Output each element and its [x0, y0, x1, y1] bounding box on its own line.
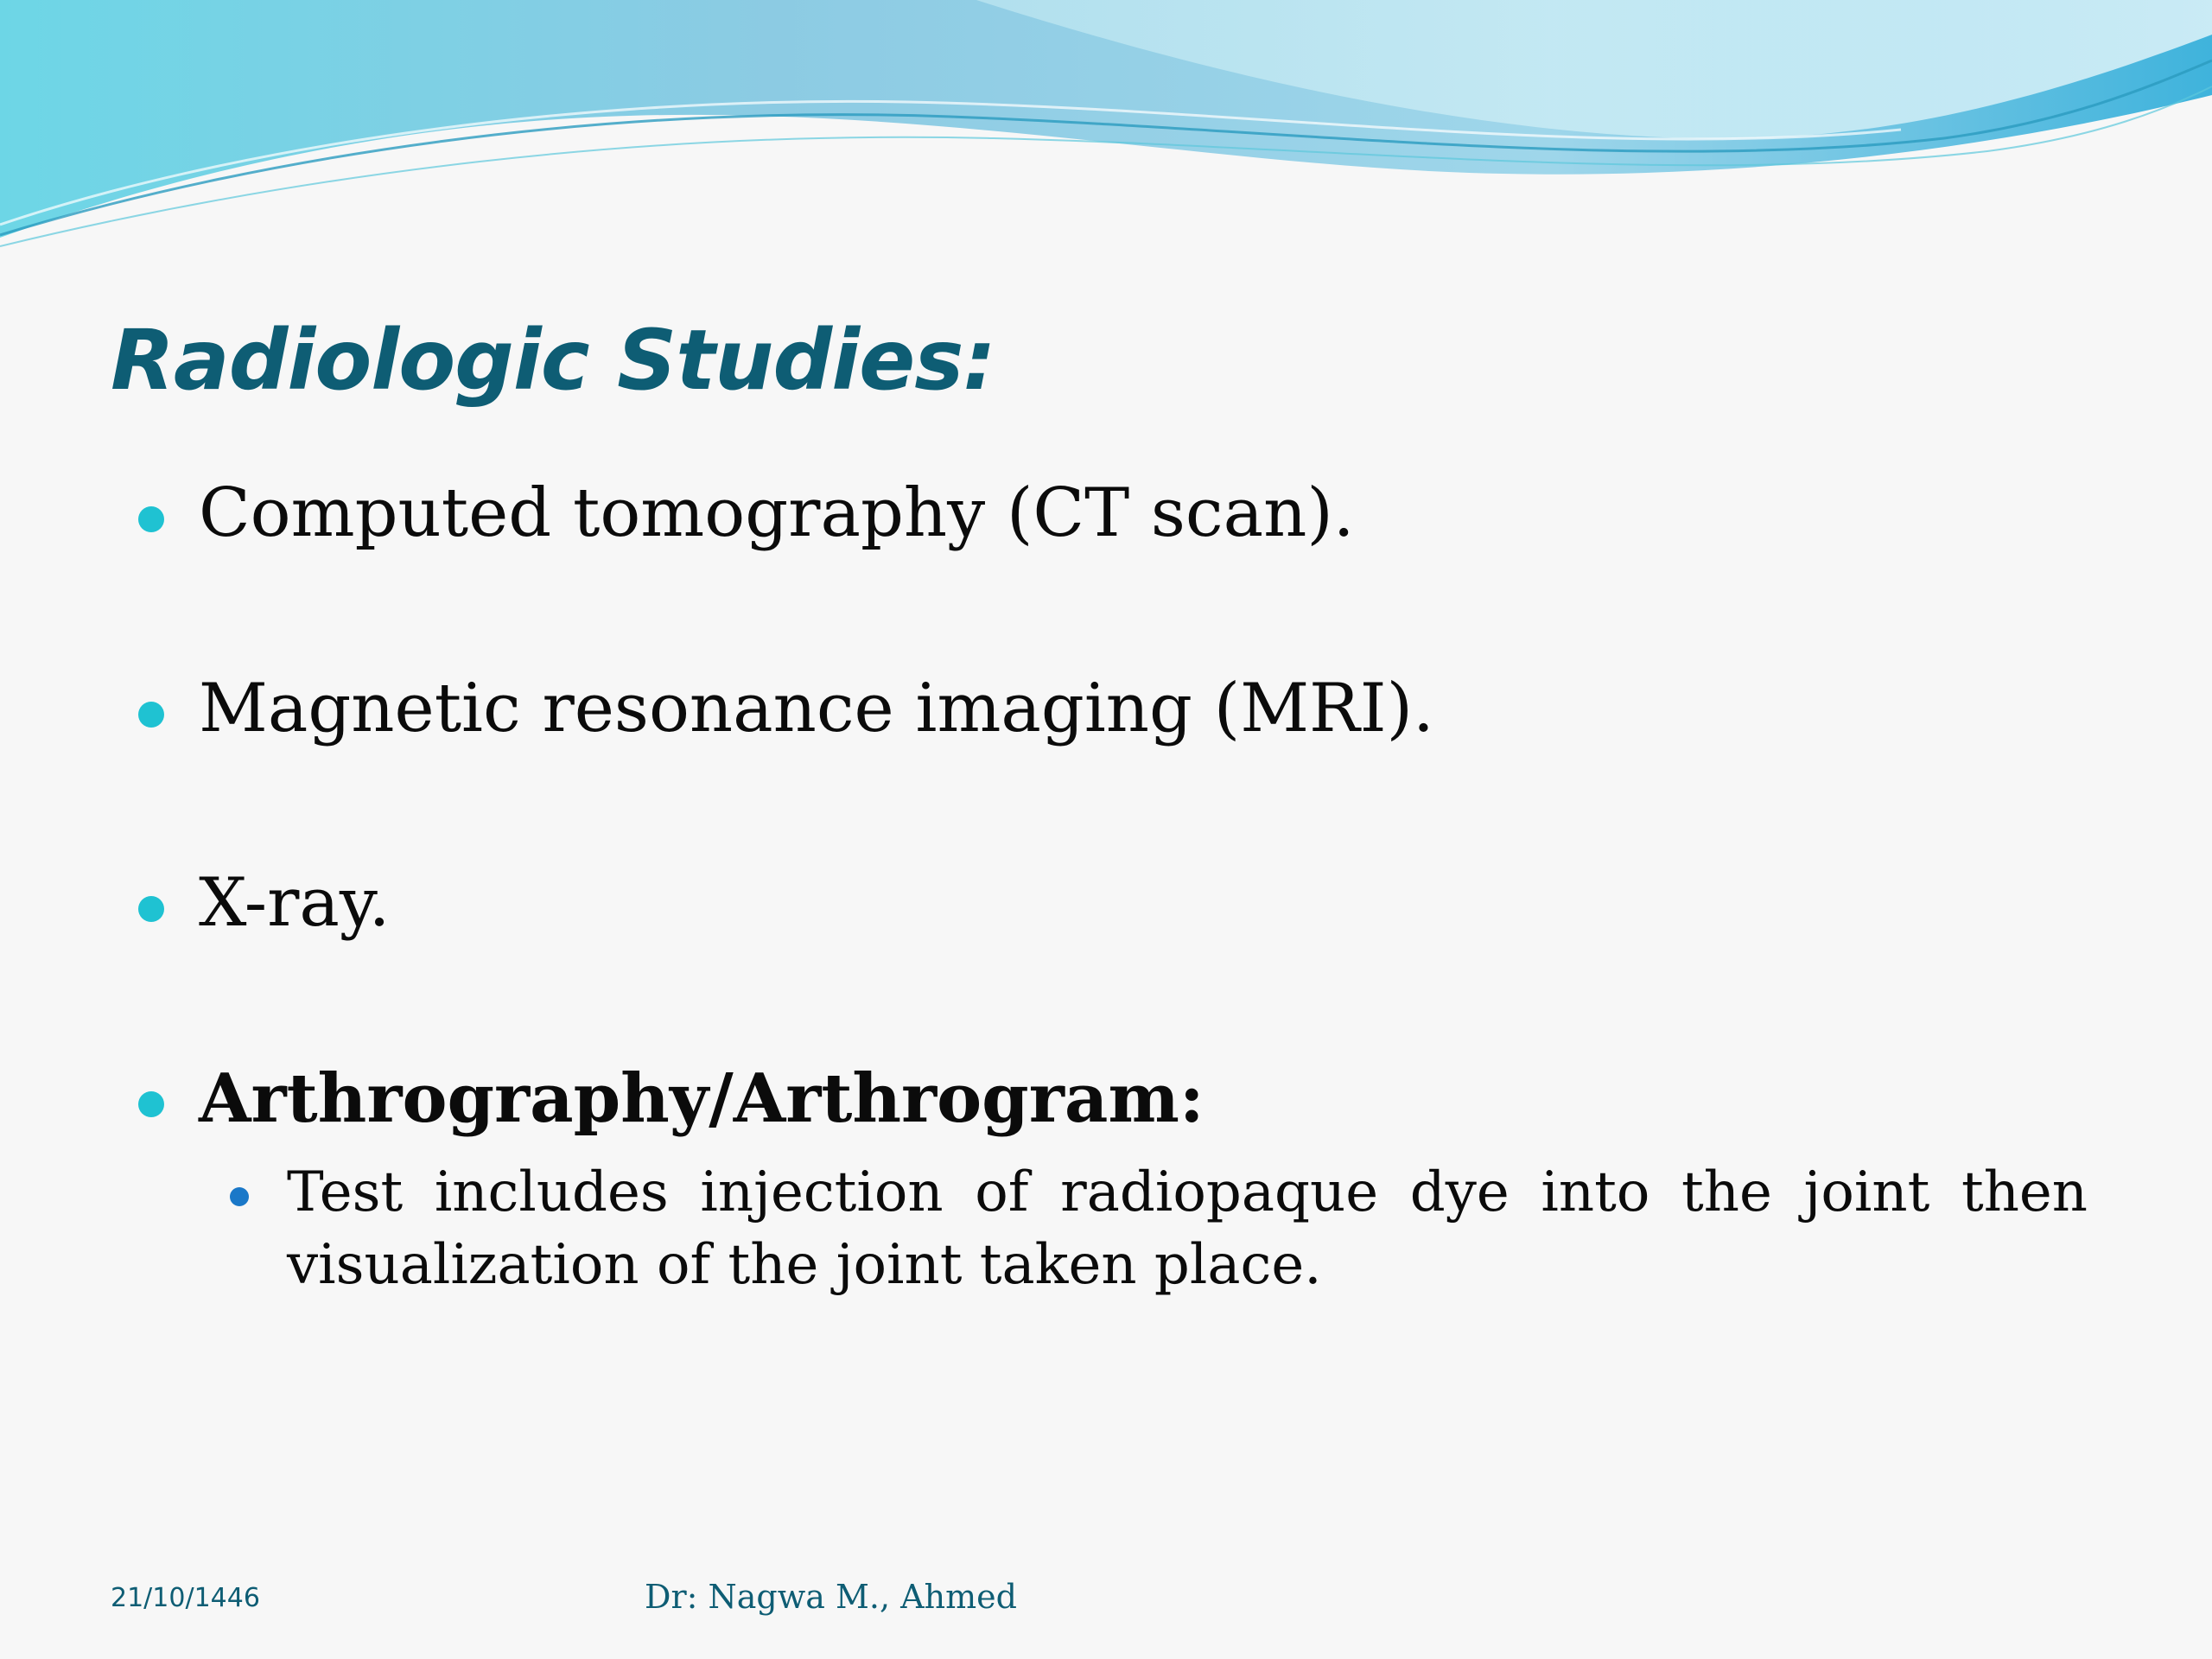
- footer-date: 21/10/1446: [111, 1583, 260, 1613]
- bullet-dot-icon: [138, 506, 164, 532]
- sub-bullet-text: Test includes injection of radiopaque dye into the joint then visualization of the joint taken place.: [287, 1160, 2088, 1297]
- bullet-text: X-ray.: [199, 864, 391, 942]
- bullet-text: Magnetic resonance imaging (MRI).: [199, 670, 1434, 747]
- header-wave-decoration: [0, 0, 2212, 259]
- bullet-text: Computed tomography (CT scan).: [199, 474, 1355, 552]
- footer-author: Dr: Nagwa M., Ahmed: [645, 1578, 1017, 1616]
- bullet-dot-icon: [138, 702, 164, 728]
- bullet-text: Arthrography/Arthrogram:: [199, 1059, 1205, 1138]
- sub-bullet-dot-icon: [230, 1187, 249, 1206]
- bullet-dot-icon: [138, 896, 164, 922]
- slide-title: Radiologic Studies:: [111, 312, 995, 409]
- bullet-dot-icon: [138, 1091, 164, 1117]
